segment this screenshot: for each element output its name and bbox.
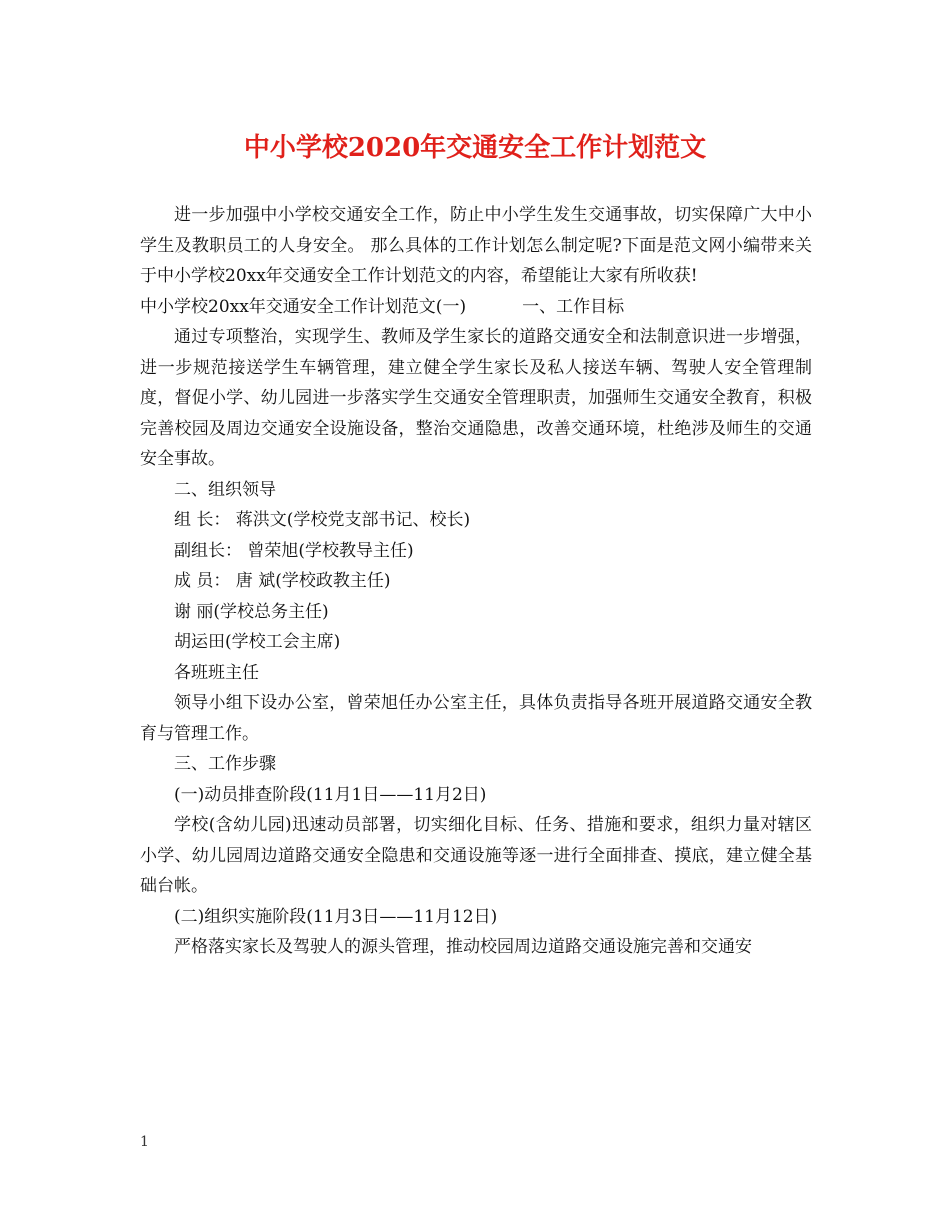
section-3-heading: 三、工作步骤 xyxy=(174,754,276,774)
member-line: 谢 丽(学校总务主任) xyxy=(174,601,329,622)
document-title: 中小学校2020年交通安全工作计划范文 xyxy=(243,133,707,163)
phase-2-paragraph: 严格落实家长及驾驶人的源头管理，推动校园周边道路交通设施完善和交通安 xyxy=(174,937,752,957)
section-1-paragraph: 通过专项整治，实现学生、教师及学生家长的道路交通安全和法制意识进一步增强，进一步规范接送学生车辆管理，建立健全学生家长及私人接送车辆、驾驶人安全管理制度，督促小学、幼儿园进一步落实学生交通安全管理职责，加强师生交通安全教育，积极完善校园及周边交通安全设施设备，整治交通隐患，改善交通环境，杜绝涉及师生的交通安全事故。 xyxy=(140,327,812,469)
intro-paragraph: 进一步加强中小学校交通安全工作，防止中小学生发生交通事故，切实保障广大中小学生及教职员工的人身安全。 那么具体的工作计划怎么制定呢?下面是范文网小编带来关于中小学校20xx年交通安全工作计划范文的内容，希望能让大家有所收获! xyxy=(140,205,812,286)
office-paragraph: 领导小组下设办公室，曾荣旭任办公室主任，具体负责指导各班开展道路交通安全教育与管理工作。 xyxy=(140,693,812,744)
vice-leader-line: 副组长： 曾荣旭(学校教导主任) xyxy=(174,540,414,561)
member-line: 胡运田(学校工会主席) xyxy=(174,632,341,652)
page-number: 1 xyxy=(140,1134,149,1150)
document-body xyxy=(140,200,812,963)
phase-1-heading: (一)动员排查阶段(11月1日——11月2日) xyxy=(174,784,487,805)
leader-line: 组 长： 蒋洪文(学校党支部书记、校长) xyxy=(174,510,471,530)
phase-2-heading: (二)组织实施阶段(11月3日——11月12日) xyxy=(174,906,498,927)
member-line: 各班班主任 xyxy=(174,662,259,683)
member-line: 成 员： 唐 斌(学校政教主任) xyxy=(174,571,391,591)
section-1-heading: 一、工作目标 xyxy=(522,296,625,317)
phase-1-paragraph: 学校(含幼儿园)迅速动员部署，切实细化目标、任务、措施和要求，组织力量对辖区小学、幼儿园周边道路交通安全隐患和交通设施等逐一进行全面排查、摸底，建立健全基础台帐。 xyxy=(140,815,812,896)
article-subtitle: 中小学校20xx年交通安全工作计划范文(一) xyxy=(140,296,467,317)
section-2-heading: 二、组织领导 xyxy=(174,479,276,500)
subtitle-line xyxy=(140,292,812,323)
